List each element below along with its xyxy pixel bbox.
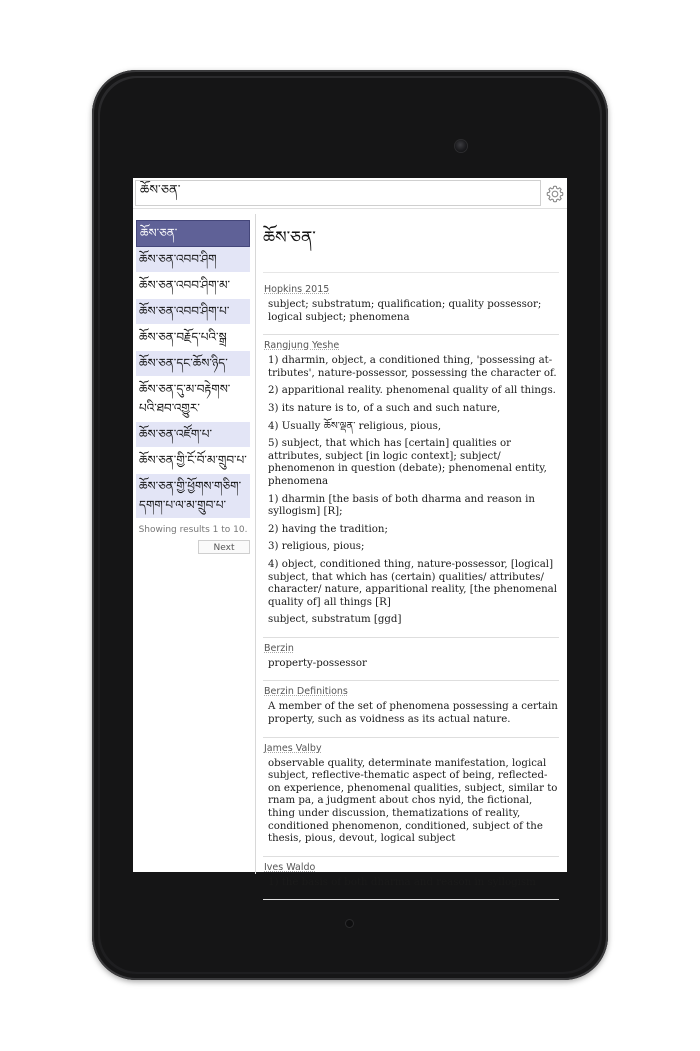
definition-entry: 1) dharmin [the basis of both dharma and reason in syllogism] [R]; bbox=[268, 493, 535, 518]
light-sensor bbox=[346, 920, 353, 927]
definition-entry: property-possessor bbox=[268, 657, 367, 669]
search-input[interactable] bbox=[135, 180, 541, 206]
front-camera bbox=[455, 140, 467, 152]
dictionary-section bbox=[263, 638, 559, 682]
result-item[interactable]: ཆོས་ཅན་འཛོག་པ་ bbox=[136, 422, 250, 448]
result-item[interactable]: ཆོས་ཅན་ bbox=[136, 220, 250, 247]
result-item[interactable]: ཆོས་ཅན་དང་ཆོས་ཉིད་ bbox=[136, 351, 250, 377]
dictionary-section bbox=[263, 681, 559, 737]
definition-entry: 1) the basis of both dharma and reason in syllogism bbox=[268, 876, 536, 888]
definition-entry: observable quality, determinate manifestation, logical subject, reflective-thematic aspect of being, reflected-on experience, phenomenal qualities, subject, similar to rnam pa, a judgment about chos nyid, the fictional, thing under discussion, thematizations of reality, conditioned phenomenon, conditioned, subject of the thesis, pious, devout, logical subject bbox=[268, 757, 558, 845]
dictionary-source[interactable]: Ives Waldo bbox=[264, 861, 316, 873]
definition-entry: 3) its nature is to, of a such and such nature, bbox=[268, 402, 501, 414]
dictionary-source[interactable]: Berzin bbox=[264, 642, 294, 654]
result-item[interactable]: ཆོས་ཅན་འབབ་ཤིག་པ་ bbox=[136, 299, 250, 325]
dictionary-section bbox=[263, 335, 559, 638]
app-screen bbox=[133, 178, 567, 888]
dictionary-source[interactable]: Rangjung Yeshe bbox=[264, 340, 340, 352]
results-count: Showing results 1 to 10. bbox=[138, 525, 248, 535]
dictionary-source[interactable]: Hopkins 2015 bbox=[264, 284, 330, 295]
dictionary-source[interactable]: James Valby bbox=[264, 742, 322, 754]
dictionary-source[interactable]: Berzin Definitions bbox=[264, 686, 348, 698]
search-divider bbox=[133, 208, 567, 209]
definition-entry: 4) object, conditioned thing, nature-possessor, [logical] subject, that which has (certain) qualities/ attributes/ character/ nature, apparitional reality, [the phenomenal quality of] all things [R] bbox=[268, 558, 557, 608]
results-list bbox=[136, 220, 250, 554]
definition-entry: 3) religious, pious; bbox=[268, 541, 365, 553]
definition-entry: 2) apparitional reality. phenomenal quality of all things. bbox=[268, 385, 556, 397]
next-button[interactable]: Next bbox=[198, 540, 250, 554]
gear-icon[interactable] bbox=[545, 184, 565, 204]
pane-divider bbox=[255, 214, 256, 874]
definition-entry: 1) dharmin, object, a conditioned thing, 'possessing at-tributes', nature-possessor, possessing the character of. bbox=[268, 355, 557, 379]
definition-entry: subject, substratum [ggd] bbox=[268, 614, 402, 626]
definition-entry: 4) Usually ཆོས་ལྡན་ religious, pious, bbox=[268, 420, 442, 432]
definition-entry: subject; substratum; qualification; quality possessor; logical subject; phenomena bbox=[268, 299, 542, 323]
search-bar bbox=[133, 178, 567, 208]
result-item[interactable]: ཆོས་ཅན་གྱི་ཕྱོགས་གཅིག་དགག་པ་ལ་མ་གྲུབ་པ་ bbox=[136, 474, 250, 519]
dictionary-section bbox=[263, 738, 559, 857]
result-item[interactable]: ཆོས་ཅན་བརྗོད་པའི་སྒྲ bbox=[136, 325, 250, 351]
result-item[interactable]: ཆོས་ཅན་འབབ་ཤིག bbox=[136, 247, 250, 273]
definition-pane bbox=[263, 218, 559, 900]
headword: ཆོས་ཅན་ bbox=[263, 218, 559, 273]
result-item[interactable]: ཆོས་ཅན་གྱི་ངོ་བོ་མ་གྲུབ་པ་ bbox=[136, 448, 250, 474]
dictionary-section bbox=[263, 279, 559, 335]
dictionary-section bbox=[263, 857, 559, 901]
result-item[interactable]: ཆོས་ཅན་དུ་མ་བརྟེགས་པའི་ཐབ་འགྱུར་ bbox=[136, 377, 250, 422]
definition-entry: 2) having the tradition; bbox=[268, 523, 388, 535]
result-item[interactable]: ཆོས་ཅན་འབབ་ཤིག་མ་ bbox=[136, 273, 250, 299]
definition-entry: A member of the set of phenomena possessing a certain property, such as voidness as its actual nature. bbox=[268, 701, 558, 726]
definition-entry: 5) subject, that which has [certain] qualities or attributes, subject [in logic context]; subject/ phenomenon in question (debate); phenomenal entity, phenomena bbox=[268, 438, 547, 487]
